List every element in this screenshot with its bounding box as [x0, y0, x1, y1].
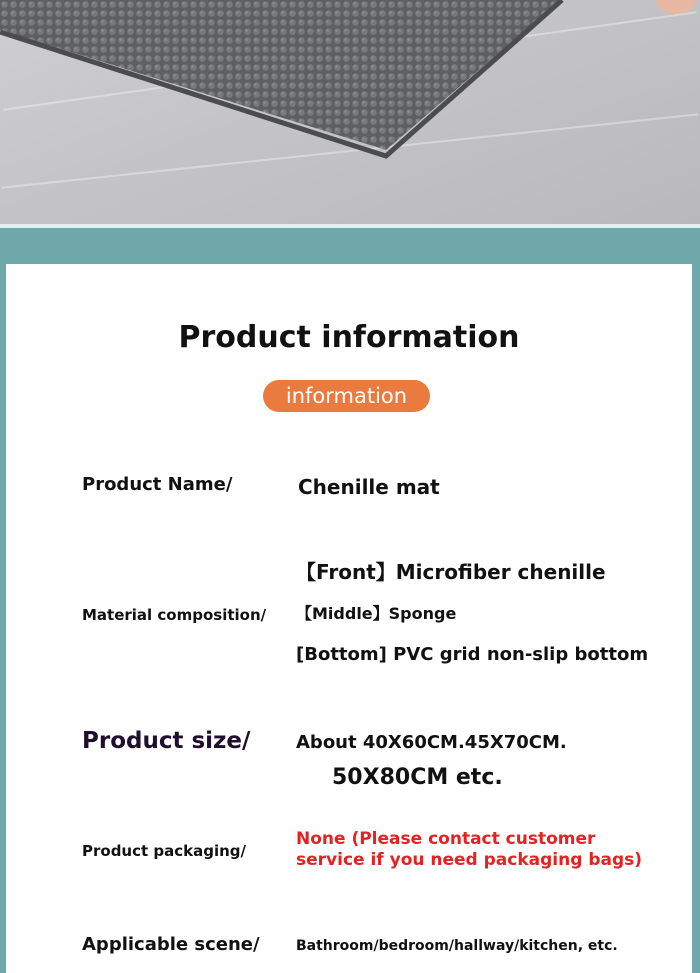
product-name-value: Chenille mat	[298, 475, 440, 499]
scene-value: Bathroom/bedroom/hallway/kitchen, etc.	[296, 938, 618, 954]
scene-label: Applicable scene/	[82, 934, 260, 955]
product-size-value-2: 50X80CM etc.	[332, 765, 503, 790]
divider-band	[0, 224, 700, 228]
information-badge: information	[263, 380, 430, 412]
packaging-value-1: None (Please contact customer	[296, 829, 596, 849]
page-title: Product information	[178, 320, 520, 355]
packaging-label: Product packaging/	[82, 842, 247, 860]
material-front: 【Front】Microfiber chenille	[296, 560, 606, 584]
product-size-value-1: About 40X60CM.45X70CM.	[296, 732, 567, 753]
material-label: Material composition/	[82, 606, 267, 624]
material-bottom: [Bottom] PVC grid non-slip bottom	[296, 644, 649, 665]
packaging-value-2: service if you need packaging bags)	[296, 850, 643, 870]
product-info-card	[6, 264, 692, 973]
material-middle: 【Middle】Sponge	[296, 604, 457, 623]
product-name-label: Product Name/	[82, 474, 233, 495]
product-photo	[0, 0, 700, 224]
chenille-mat-image	[0, 0, 700, 224]
product-size-label: Product size/	[82, 728, 251, 754]
